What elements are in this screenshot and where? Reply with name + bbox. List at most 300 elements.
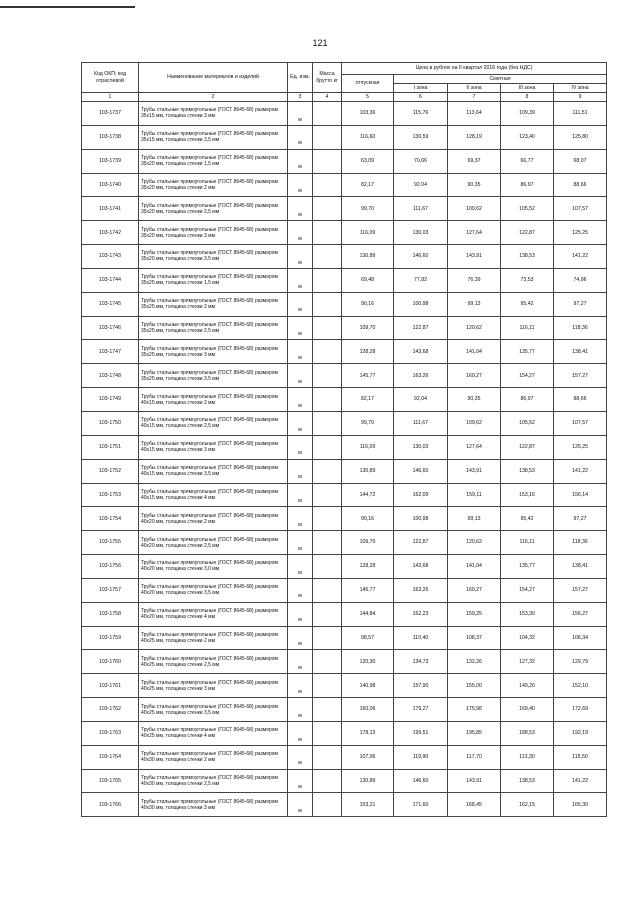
cell-code: 103-1759	[82, 626, 139, 650]
cell-name: Трубы стальные прямоугольные (ГОСТ 8645-68) размером 35х20 мм, толщина стенки 3 мм	[139, 221, 288, 245]
col-number: 9	[554, 93, 607, 102]
cell-price-zone-2: 109,62	[448, 197, 501, 221]
cell-name: Трубы стальные прямоугольные (ГОСТ 8645-68) размером 40х25 мм, толщина стенки 4 мм	[139, 721, 288, 745]
cell-mass	[313, 674, 342, 698]
cell-price-zone-1: 130,03	[394, 221, 448, 245]
cell-price-zone-2: 160,27	[448, 578, 501, 602]
col-number: 5	[342, 93, 394, 102]
cell-unit: м	[288, 125, 313, 149]
cell-name: Трубы стальные прямоугольные (ГОСТ 8645-68) размером 40х15 мм, толщина стенки 3 мм	[139, 435, 288, 459]
cell-price-zone-2: 159,11	[448, 483, 501, 507]
cell-unit: м	[288, 221, 313, 245]
cell-code: 103-1745	[82, 292, 139, 316]
cell-price-zone-1: 122,87	[394, 316, 448, 340]
cell-name: Трубы стальные прямоугольные (ГОСТ 8645-68) размером 35х25 мм, толщина стенки 3 мм	[139, 340, 288, 364]
cell-price-otpusk: 90,16	[342, 507, 394, 531]
cell-price-zone-4: 107,57	[554, 197, 607, 221]
cell-price-zone-2: 143,91	[448, 769, 501, 793]
cell-price-otpusk: 69,48	[342, 268, 394, 292]
table-row	[82, 674, 607, 698]
table-row	[82, 507, 607, 531]
cell-mass	[313, 435, 342, 459]
cell-price-otpusk: 116,09	[342, 435, 394, 459]
cell-price-zone-4: 141,22	[554, 245, 607, 269]
cell-price-zone-1: 157,90	[394, 674, 448, 698]
cell-price-otpusk: 144,84	[342, 602, 394, 626]
cell-unit: м	[288, 698, 313, 722]
table-row	[82, 531, 607, 555]
cell-price-zone-2: 132,26	[448, 650, 501, 674]
cell-price-otpusk: 116,09	[342, 221, 394, 245]
cell-price-zone-1: 111,67	[394, 197, 448, 221]
header-smetnaya: Сметная	[394, 75, 607, 84]
cell-price-otpusk: 144,72	[342, 483, 394, 507]
cell-price-zone-3: 113,30	[501, 745, 554, 769]
cell-price-zone-3: 105,52	[501, 197, 554, 221]
cell-price-otpusk: 109,70	[342, 531, 394, 555]
col-number: 7	[448, 93, 501, 102]
page-number: 121	[312, 38, 328, 48]
cell-price-zone-2: 99,13	[448, 507, 501, 531]
cell-name: Трубы стальные прямоугольные (ГОСТ 8645-68) размером 40х30 мм, толщина стенки 3 мм	[139, 793, 288, 817]
cell-code: 103-1757	[82, 578, 139, 602]
cell-price-otpusk: 90,16	[342, 292, 394, 316]
cell-code: 103-1750	[82, 411, 139, 435]
price-table	[81, 62, 607, 817]
cell-price-zone-2: 143,91	[448, 459, 501, 483]
header-name: Наименование материалов и изделий	[139, 63, 288, 93]
cell-price-zone-1: 143,68	[394, 340, 448, 364]
cell-price-zone-3: 105,52	[501, 411, 554, 435]
cell-price-otpusk: 98,57	[342, 626, 394, 650]
cell-price-zone-2: 90,35	[448, 173, 501, 197]
cell-price-zone-1: 134,73	[394, 650, 448, 674]
cell-name: Трубы стальные прямоугольные (ГОСТ 8645-68) размером 35х15 мм, толщина стенки 3,5 мм	[139, 125, 288, 149]
cell-code: 103-1754	[82, 507, 139, 531]
cell-price-otpusk: 128,28	[342, 555, 394, 579]
cell-price-zone-1: 119,90	[394, 745, 448, 769]
cell-price-otpusk: 145,77	[342, 578, 394, 602]
cell-price-zone-1: 163,26	[394, 364, 448, 388]
cell-price-zone-4: 157,27	[554, 364, 607, 388]
cell-price-zone-1: 110,40	[394, 626, 448, 650]
cell-price-zone-4: 172,69	[554, 698, 607, 722]
cell-code: 103-1765	[82, 769, 139, 793]
cell-price-zone-4: 152,10	[554, 674, 607, 698]
cell-unit: м	[288, 268, 313, 292]
cell-mass	[313, 793, 342, 817]
cell-price-zone-2: 127,64	[448, 435, 501, 459]
cell-unit: м	[288, 483, 313, 507]
cell-name: Трубы стальные прямоугольные (ГОСТ 8645-68) размером 40х20 мм, толщина стенки 4 мм	[139, 602, 288, 626]
cell-price-otpusk: 82,17	[342, 173, 394, 197]
cell-price-otpusk: 160,06	[342, 698, 394, 722]
cell-name: Трубы стальные прямоугольные (ГОСТ 8645-68) размером 40х15 мм, толщина стенки 4 мм	[139, 483, 288, 507]
cell-price-otpusk: 109,70	[342, 316, 394, 340]
cell-name: Трубы стальные прямоугольные (ГОСТ 8645-68) размером 40х20 мм, толщина стенки 3,0 мм	[139, 555, 288, 579]
cell-price-zone-4: 129,79	[554, 650, 607, 674]
cell-code: 103-1753	[82, 483, 139, 507]
table-row	[82, 245, 607, 269]
cell-price-zone-3: 138,53	[501, 245, 554, 269]
cell-price-otpusk: 130,89	[342, 769, 394, 793]
cell-code: 103-1743	[82, 245, 139, 269]
cell-price-otpusk: 82,17	[342, 388, 394, 412]
table-row	[82, 483, 607, 507]
cell-unit: м	[288, 531, 313, 555]
cell-price-zone-3: 154,27	[501, 364, 554, 388]
table-row	[82, 268, 607, 292]
cell-price-zone-3: 138,53	[501, 769, 554, 793]
cell-price-zone-4: 68,07	[554, 149, 607, 173]
cell-price-zone-2: 90,35	[448, 388, 501, 412]
cell-price-zone-1: 163,26	[394, 578, 448, 602]
cell-mass	[313, 531, 342, 555]
cell-mass	[313, 459, 342, 483]
cell-mass	[313, 364, 342, 388]
cell-unit: м	[288, 149, 313, 173]
cell-code: 103-1749	[82, 388, 139, 412]
cell-name: Трубы стальные прямоугольные (ГОСТ 8645-68) размером 40х25 мм, толщина стенки 3 мм	[139, 674, 288, 698]
cell-mass	[313, 221, 342, 245]
cell-mass	[313, 340, 342, 364]
cell-price-zone-3: 66,77	[501, 149, 554, 173]
cell-price-zone-2: 113,64	[448, 102, 501, 126]
table-row	[82, 555, 607, 579]
cell-price-zone-1: 92,04	[394, 173, 448, 197]
header-code: Код ОКП; код отраслевой	[82, 63, 139, 93]
cell-price-zone-4: 118,36	[554, 531, 607, 555]
cell-price-zone-4: 74,96	[554, 268, 607, 292]
cell-price-zone-2: 108,37	[448, 626, 501, 650]
cell-code: 103-1746	[82, 316, 139, 340]
cell-unit: м	[288, 507, 313, 531]
cell-price-zone-4: 88,66	[554, 173, 607, 197]
cell-code: 103-1755	[82, 531, 139, 555]
cell-price-otpusk: 130,89	[342, 459, 394, 483]
cell-price-zone-3: 127,32	[501, 650, 554, 674]
cell-mass	[313, 149, 342, 173]
cell-price-zone-2: 109,62	[448, 411, 501, 435]
cell-unit: м	[288, 388, 313, 412]
cell-mass	[313, 388, 342, 412]
cell-mass	[313, 721, 342, 745]
cell-price-zone-4: 156,27	[554, 602, 607, 626]
col-number: 1	[82, 93, 139, 102]
cell-price-zone-1: 179,27	[394, 698, 448, 722]
cell-price-zone-1: 100,98	[394, 507, 448, 531]
table-body	[82, 102, 607, 817]
cell-price-zone-3: 95,42	[501, 292, 554, 316]
cell-price-zone-2: 160,27	[448, 364, 501, 388]
table-row	[82, 340, 607, 364]
cell-price-zone-3: 73,53	[501, 268, 554, 292]
cell-price-zone-1: 146,60	[394, 245, 448, 269]
cell-price-zone-2: 159,25	[448, 602, 501, 626]
cell-price-zone-2: 127,64	[448, 221, 501, 245]
table-row	[82, 388, 607, 412]
cell-price-zone-1: 171,60	[394, 793, 448, 817]
cell-unit: м	[288, 602, 313, 626]
cell-price-zone-1: 130,59	[394, 125, 448, 149]
cell-unit: м	[288, 578, 313, 602]
cell-code: 103-1739	[82, 149, 139, 173]
cell-code: 103-1763	[82, 721, 139, 745]
cell-unit: м	[288, 245, 313, 269]
cell-price-zone-2: 117,70	[448, 745, 501, 769]
cell-price-zone-3: 95,42	[501, 507, 554, 531]
table-row	[82, 721, 607, 745]
cell-price-zone-4: 125,25	[554, 435, 607, 459]
cell-price-zone-3: 109,39	[501, 102, 554, 126]
cell-price-zone-4: 106,34	[554, 626, 607, 650]
cell-price-zone-2: 195,85	[448, 721, 501, 745]
cell-price-zone-3: 135,77	[501, 340, 554, 364]
cell-unit: м	[288, 793, 313, 817]
cell-price-zone-1: 162,23	[394, 602, 448, 626]
cell-price-zone-4: 157,27	[554, 578, 607, 602]
cell-price-zone-3: 123,40	[501, 125, 554, 149]
table-row	[82, 102, 607, 126]
cell-name: Трубы стальные прямоугольные (ГОСТ 8645-68) размером 40х25 мм, толщина стенки 2 мм	[139, 626, 288, 650]
cell-code: 103-1766	[82, 793, 139, 817]
cell-price-otpusk: 103,36	[342, 102, 394, 126]
cell-price-zone-2: 168,45	[448, 793, 501, 817]
cell-price-zone-4: 115,50	[554, 745, 607, 769]
cell-price-zone-4: 111,51	[554, 102, 607, 126]
cell-price-zone-2: 175,98	[448, 698, 501, 722]
cell-price-otpusk: 63,09	[342, 149, 394, 173]
table-row	[82, 793, 607, 817]
cell-unit: м	[288, 435, 313, 459]
top-rule	[0, 6, 135, 8]
cell-mass	[313, 507, 342, 531]
cell-name: Трубы стальные прямоугольные (ГОСТ 8645-68) размером 35х20 мм, толщина стенки 1,5 мм	[139, 149, 288, 173]
cell-price-otpusk: 128,28	[342, 340, 394, 364]
cell-unit: м	[288, 173, 313, 197]
cell-name: Трубы стальные прямоугольные (ГОСТ 8645-68) размером 35х25 мм, толщина стенки 3,5 мм	[139, 364, 288, 388]
cell-code: 103-1758	[82, 602, 139, 626]
cell-mass	[313, 245, 342, 269]
cell-price-zone-4: 141,22	[554, 769, 607, 793]
cell-unit: м	[288, 340, 313, 364]
cell-name: Трубы стальные прямоугольные (ГОСТ 8645-68) размером 40х30 мм, толщина стенки 2,5 мм	[139, 769, 288, 793]
cell-price-zone-1: 130,03	[394, 435, 448, 459]
cell-price-zone-3: 149,20	[501, 674, 554, 698]
cell-unit: м	[288, 316, 313, 340]
cell-price-zone-2: 141,04	[448, 555, 501, 579]
table-row	[82, 459, 607, 483]
cell-mass	[313, 650, 342, 674]
table-row	[82, 602, 607, 626]
table-row	[82, 578, 607, 602]
table-row	[82, 435, 607, 459]
cell-price-zone-3: 116,11	[501, 531, 554, 555]
table-row	[82, 745, 607, 769]
cell-price-zone-3: 169,40	[501, 698, 554, 722]
cell-price-zone-3: 86,97	[501, 173, 554, 197]
header-price-group: Цена в рублях на II квартал 2016 года (без НДС)	[342, 63, 607, 75]
cell-unit: м	[288, 364, 313, 388]
cell-mass	[313, 173, 342, 197]
cell-price-otpusk: 107,06	[342, 745, 394, 769]
cell-name: Трубы стальные прямоугольные (ГОСТ 8645-68) размером 35х20 мм, толщина стенки 2,5 мм	[139, 197, 288, 221]
header-zone-1: I зона	[394, 84, 448, 93]
col-number: 4	[313, 93, 342, 102]
table-row	[82, 221, 607, 245]
cell-price-zone-3: 135,77	[501, 555, 554, 579]
cell-code: 103-1741	[82, 197, 139, 221]
cell-code: 103-1742	[82, 221, 139, 245]
col-number: 6	[394, 93, 448, 102]
table-row	[82, 149, 607, 173]
cell-code: 103-1740	[82, 173, 139, 197]
col-number: 2	[139, 93, 288, 102]
cell-unit: м	[288, 555, 313, 579]
cell-price-otpusk: 145,77	[342, 364, 394, 388]
cell-name: Трубы стальные прямоугольные (ГОСТ 8645-68) размером 40х30 мм, толщина стенки 2 мм	[139, 745, 288, 769]
cell-price-zone-1: 146,60	[394, 769, 448, 793]
cell-mass	[313, 292, 342, 316]
cell-name: Трубы стальные прямоугольные (ГОСТ 8645-68) размером 35х25 мм, толщина стенки 2 мм	[139, 292, 288, 316]
table-row	[82, 197, 607, 221]
cell-unit: м	[288, 292, 313, 316]
cell-unit: м	[288, 411, 313, 435]
cell-price-zone-1: 77,82	[394, 268, 448, 292]
cell-price-otpusk: 116,60	[342, 125, 394, 149]
cell-price-zone-4: 118,36	[554, 316, 607, 340]
cell-name: Трубы стальные прямоугольные (ГОСТ 8645-68) размером 40х15 мм, толщина стенки 2 мм	[139, 388, 288, 412]
cell-price-zone-4: 107,57	[554, 411, 607, 435]
cell-code: 103-1751	[82, 435, 139, 459]
cell-name: Трубы стальные прямоугольные (ГОСТ 8645-68) размером 35х20 мм, толщина стенки 2 мм	[139, 173, 288, 197]
cell-code: 103-1748	[82, 364, 139, 388]
cell-price-zone-3: 104,32	[501, 626, 554, 650]
cell-price-zone-1: 122,87	[394, 531, 448, 555]
cell-price-otpusk: 153,21	[342, 793, 394, 817]
col-number: 8	[501, 93, 554, 102]
cell-price-otpusk: 99,70	[342, 197, 394, 221]
header-unit: Ед. изм.	[288, 63, 313, 93]
cell-price-zone-1: 162,09	[394, 483, 448, 507]
cell-price-otpusk: 178,13	[342, 721, 394, 745]
cell-price-zone-4: 88,66	[554, 388, 607, 412]
header-zone-3: III зона	[501, 84, 554, 93]
header-zone-2: II зона	[448, 84, 501, 93]
cell-code: 103-1738	[82, 125, 139, 149]
cell-name: Трубы стальные прямоугольные (ГОСТ 8645-68) размером 35х15 мм, толщина стенки 3 мм	[139, 102, 288, 126]
cell-mass	[313, 102, 342, 126]
cell-price-zone-1: 111,67	[394, 411, 448, 435]
cell-code: 103-1762	[82, 698, 139, 722]
cell-price-zone-3: 138,53	[501, 459, 554, 483]
cell-mass	[313, 745, 342, 769]
cell-price-zone-3: 122,87	[501, 435, 554, 459]
cell-mass	[313, 197, 342, 221]
cell-name: Трубы стальные прямоугольные (ГОСТ 8645-68) размером 35х25 мм, толщина стенки 2,5 мм	[139, 316, 288, 340]
header-zone-4: IV зона	[554, 84, 607, 93]
cell-code: 103-1744	[82, 268, 139, 292]
table-row	[82, 125, 607, 149]
cell-price-zone-2: 128,19	[448, 125, 501, 149]
cell-price-zone-4: 156,14	[554, 483, 607, 507]
cell-price-zone-4: 125,80	[554, 125, 607, 149]
table-row	[82, 698, 607, 722]
cell-code: 103-1761	[82, 674, 139, 698]
cell-name: Трубы стальные прямоугольные (ГОСТ 8645-68) размером 40х20 мм, толщина стенки 2,5 мм	[139, 531, 288, 555]
cell-price-zone-3: 116,11	[501, 316, 554, 340]
cell-price-zone-3: 162,15	[501, 793, 554, 817]
cell-price-otpusk: 120,30	[342, 650, 394, 674]
table-row	[82, 364, 607, 388]
cell-name: Трубы стальные прямоугольные (ГОСТ 8645-68) размером 40х15 мм, толщина стенки 2,5 мм	[139, 411, 288, 435]
cell-code: 103-1747	[82, 340, 139, 364]
table-row	[82, 411, 607, 435]
cell-name: Трубы стальные прямоугольные (ГОСТ 8645-68) размером 40х20 мм, толщина стенки 3,5 мм	[139, 578, 288, 602]
cell-price-zone-4: 97,27	[554, 507, 607, 531]
cell-price-otpusk: 140,98	[342, 674, 394, 698]
cell-price-zone-2: 69,37	[448, 149, 501, 173]
cell-code: 103-1764	[82, 745, 139, 769]
header-otpusk: отпускная	[342, 75, 394, 93]
col-number: 3	[288, 93, 313, 102]
cell-price-zone-1: 100,98	[394, 292, 448, 316]
cell-unit: м	[288, 745, 313, 769]
cell-price-zone-4: 192,19	[554, 721, 607, 745]
header-mass: Масса брутто кг	[313, 63, 342, 93]
table-row	[82, 316, 607, 340]
cell-name: Трубы стальные прямоугольные (ГОСТ 8645-68) размером 40х25 мм, толщина стенки 3,5 мм	[139, 698, 288, 722]
cell-price-zone-1: 70,66	[394, 149, 448, 173]
cell-price-otpusk: 99,70	[342, 411, 394, 435]
cell-price-zone-3: 154,27	[501, 578, 554, 602]
cell-mass	[313, 769, 342, 793]
table-row	[82, 292, 607, 316]
table-row	[82, 769, 607, 793]
cell-price-zone-2: 143,91	[448, 245, 501, 269]
cell-price-zone-3: 153,30	[501, 602, 554, 626]
cell-price-zone-2: 99,13	[448, 292, 501, 316]
cell-mass	[313, 125, 342, 149]
cell-price-zone-4: 165,30	[554, 793, 607, 817]
cell-price-zone-3: 153,16	[501, 483, 554, 507]
cell-price-zone-4: 138,41	[554, 555, 607, 579]
cell-unit: м	[288, 459, 313, 483]
cell-name: Трубы стальные прямоугольные (ГОСТ 8645-68) размером 40х25 мм, толщина стенки 2,5 мм	[139, 650, 288, 674]
cell-name: Трубы стальные прямоугольные (ГОСТ 8645-68) размером 40х20 мм, толщина стенки 2 мм	[139, 507, 288, 531]
cell-price-zone-1: 199,51	[394, 721, 448, 745]
cell-mass	[313, 316, 342, 340]
cell-price-zone-3: 122,87	[501, 221, 554, 245]
cell-code: 103-1756	[82, 555, 139, 579]
cell-name: Трубы стальные прямоугольные (ГОСТ 8645-68) размером 35х20 мм, толщина стенки 3,5 мм	[139, 245, 288, 269]
cell-price-zone-2: 120,62	[448, 316, 501, 340]
cell-mass	[313, 626, 342, 650]
cell-unit: м	[288, 721, 313, 745]
cell-price-zone-2: 155,00	[448, 674, 501, 698]
cell-price-otpusk: 130,89	[342, 245, 394, 269]
table-row	[82, 650, 607, 674]
cell-price-zone-3: 86,97	[501, 388, 554, 412]
cell-mass	[313, 411, 342, 435]
cell-name: Трубы стальные прямоугольные (ГОСТ 8645-68) размером 40х15 мм, толщина стенки 3,5 мм	[139, 459, 288, 483]
cell-price-zone-2: 76,39	[448, 268, 501, 292]
table-row	[82, 626, 607, 650]
cell-code: 103-1737	[82, 102, 139, 126]
cell-unit: м	[288, 626, 313, 650]
cell-unit: м	[288, 650, 313, 674]
cell-price-zone-4: 138,41	[554, 340, 607, 364]
